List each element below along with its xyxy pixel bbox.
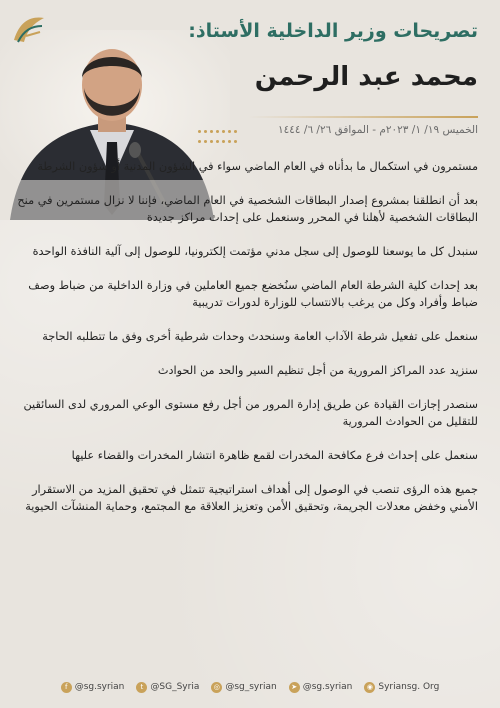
facebook-icon: f xyxy=(61,682,72,693)
facebook-link[interactable]: f @sg.syrian xyxy=(61,682,125,693)
statement-paragraph: سنزيد عدد المراكز المرورية من أجل تنظيم السير والحد من الحوادث xyxy=(157,364,478,377)
statements xyxy=(14,158,478,532)
statement-paragraph: سنصدر إجازات القيادة عن طريق إدارة المرور من أجل رفع مستوى الوعي المروري لدى السائقين للتقليل من الحوادث المرورية xyxy=(23,398,478,428)
header-title: تصريحات وزير الداخلية الأستاذ: xyxy=(188,20,478,42)
telegram-icon: ➤ xyxy=(289,682,300,693)
telegram-link[interactable]: ➤ @sg.syrian xyxy=(289,682,353,693)
minister-name: محمد عبد الرحمن xyxy=(254,62,478,92)
statement-paragraph: سنبدل كل ما يوسعنا للوصول إلى سجل مدني مؤتمت إلكترونيا، للوصول إلى آلية النافذة الواحدة xyxy=(32,245,478,258)
twitter-icon: t xyxy=(136,682,147,693)
statement-paragraph: سنعمل على تفعيل شرطة الآداب العامة وسنحدث وحدات شرطية أخرى وفق ما تتطلبه الحاجة xyxy=(42,330,478,343)
statement-paragraph: جميع هذه الرؤى تنصب في الوصول إلى أهداف استراتيجية تتمثل في تحقيق المزيد من الاستقرار الأمني وخفض معدلات الجريمة، وتحقيق الأمن وتعزيز العلاقة مع المجتمع، وحماية المنشآت الحيوية xyxy=(25,483,478,513)
footer-socials xyxy=(0,674,500,700)
twitter-link[interactable]: t @SG_Syria xyxy=(136,682,199,693)
date-text: الخميس ١٩/ ١/ ٢٠٢٣م - الموافق ٢٦/ ٦/ ١٤٤٤ xyxy=(278,124,478,136)
statement-paragraph: مستمرون في استكمال ما بدأناه في العام الماضي سواء في الشؤون المدنية أو شؤون الشرطة xyxy=(37,160,478,173)
instagram-icon: ◎ xyxy=(211,682,222,693)
statement-paragraph: سنعمل على إحداث فرع مكافحة المخدرات لقمع ظاهرة انتشار المخدرات والقضاء عليها xyxy=(71,449,478,462)
decorative-dots xyxy=(198,130,242,146)
globe-icon: ◉ xyxy=(364,682,375,693)
logo-icon xyxy=(10,12,48,46)
statement-paragraph: بعد إحداث كلية الشرطة العام الماضي سنُخضع جميع العاملين في وزارة الداخلية من ضباط وصف ضباط وأفراد وكل من يرغب بالانتساب للوزارة لدورات تدريبية xyxy=(28,279,478,309)
website-link[interactable]: ◉ Syriansg. Org xyxy=(364,682,439,693)
divider xyxy=(248,116,478,118)
statement-paragraph: بعد أن انطلقنا بمشروع إصدار البطاقات الشخصية في العام الماضي، فإننا لا نزال مستمرين في منح البطاقات الشخصية لأهلنا في المحرر وسنعمل على إحداث مراكز جديدة xyxy=(17,194,478,224)
instagram-link[interactable]: ◎ @sg_syrian xyxy=(211,682,276,693)
